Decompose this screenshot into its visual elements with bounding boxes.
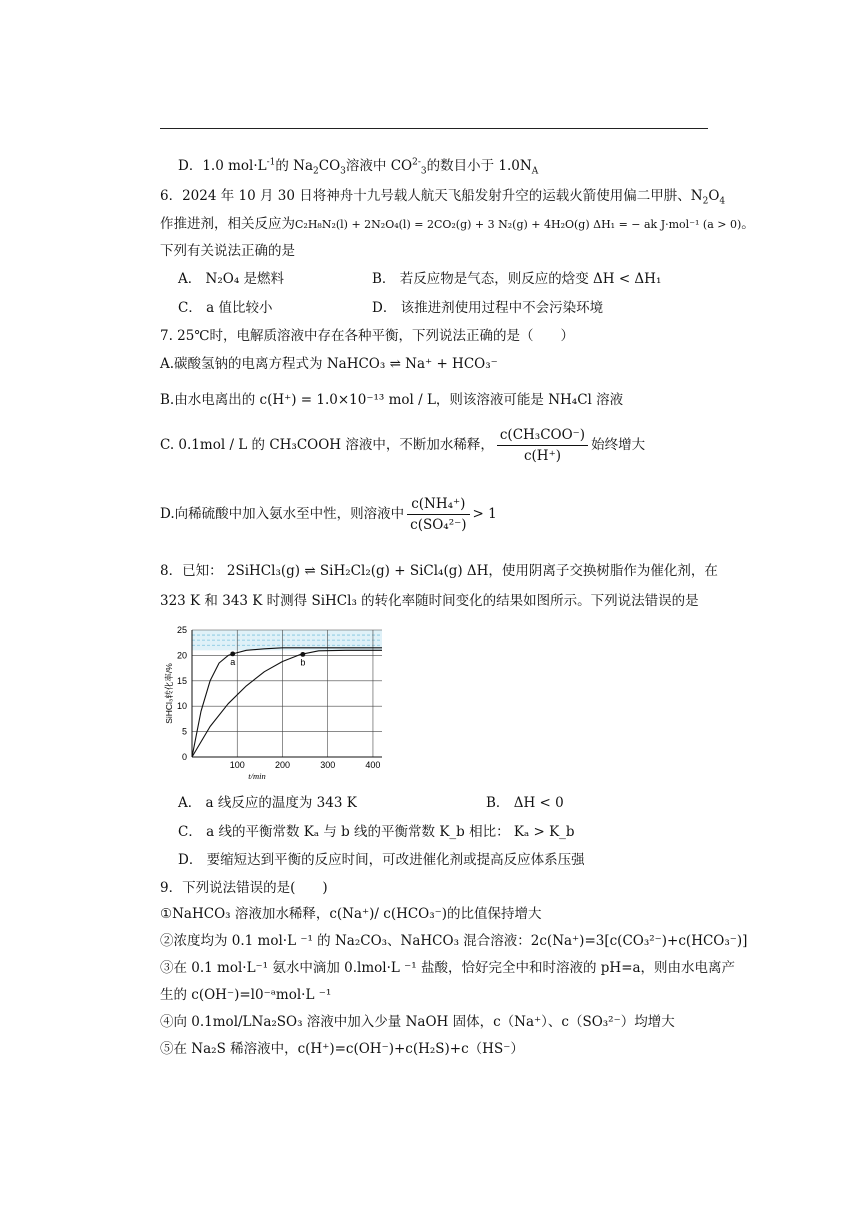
x-tick-label: 300	[320, 760, 336, 770]
point-a	[230, 651, 235, 656]
q6-option-c: C． a 值比较小	[178, 300, 273, 316]
q6-line2-prefix: 作推进剂，相关反应为	[160, 216, 295, 232]
q5d-prefix: D．1.0 mol·L	[178, 158, 267, 174]
q5d-sub3b: 3	[420, 166, 427, 177]
point-label-a: a	[230, 656, 236, 667]
series-line-a	[192, 648, 382, 757]
q6-option-b: B． 若反应物是气态，则反应的焓变 ΔH < ΔH₁	[372, 271, 662, 287]
q5d-mid2: 溶液中 CO	[345, 158, 413, 174]
q6-line1-tail: O	[708, 188, 720, 204]
q7-option-a: A.碳酸氢钠的电离方程式为 NaHCO₃ ⇌ Na⁺ + HCO₃⁻	[160, 356, 498, 372]
q9-item-4: ④向 0.1mol/LNa₂SO₃ 溶液中加入少量 NaOH 固体，c（Na⁺）、c（SO₃²⁻）均增大	[160, 1014, 675, 1030]
q6-reaction-equation: C₂H₈N₂(l) + 2N₂O₄(l) = 2CO₂(g) + 3 N₂(g) + 4H₂O(g) ΔH₁ = − ak J·mol⁻¹ (a > 0)	[295, 218, 742, 231]
q5-option-d	[178, 157, 538, 175]
q9-item-3a: ③在 0.1 mol·L⁻¹ 氨水中滴加 0.lmol·L ⁻¹ 盐酸，恰好完全中和时溶液的 pH=a，则由水电离产	[160, 960, 736, 976]
y-tick-label: 15	[176, 675, 187, 686]
point-b	[300, 652, 305, 657]
q8-option-c: C． a 线的平衡常数 Kₐ 与 b 线的平衡常数 K_b 相比： Kₐ > K_b	[178, 824, 575, 840]
q5d-co: CO	[318, 158, 341, 174]
q6-line1-sub: 2	[702, 196, 709, 207]
y-tick-label: 5	[181, 726, 187, 737]
q6-stem-line1	[160, 187, 725, 205]
q9-item-2: ②浓度均为 0.1 mol·L ⁻¹ 的 Na₂CO₃、NaHCO₃ 混合溶液：2c(Na⁺)=3[c(CO₃²⁻)+c(HCO₃⁻)]	[160, 933, 748, 949]
conversion-chart	[160, 620, 390, 780]
y-tick-label: 0	[181, 752, 187, 762]
q5d-sub3: 3	[340, 166, 346, 177]
q8-stem-line2: 323 K 和 343 K 时测得 SiHCl₃ 的转化率随时间变化的结果如图所示。下列说法错误的是	[160, 593, 699, 609]
q8-option-d: D． 要缩短达到平衡的反应时间，可改进催化剂或提高反应体系压强	[178, 852, 585, 868]
q7d-suffix: > 1	[472, 506, 497, 522]
y-tick-label: 20	[176, 650, 187, 661]
q7d-numerator: c(NH₄⁺)	[407, 494, 469, 515]
y-axis-label: SiHCl₃转化率/%	[164, 663, 174, 724]
q6-stem-line3: 下列有关说法正确的是	[160, 243, 295, 259]
y-tick-label: 25	[176, 625, 187, 635]
q7-option-b: B.由水电离出的 c(H⁺) = 1.0×10⁻¹³ mol / L，则该溶液可能是 NH₄Cl 溶液	[160, 392, 624, 408]
q7d-prefix: D.向稀硫酸中加入氨水至中性，则溶液中	[160, 506, 405, 522]
q9-item-3b: 生的 c(OH⁻)=l0⁻ᵃmol·L ⁻¹	[160, 987, 332, 1003]
q6-option-d: D． 该推进剂使用过程中不会污染环境	[372, 300, 604, 316]
x-tick-label: 100	[229, 760, 245, 770]
q7-option-c	[160, 425, 645, 466]
q7c-denominator: c(H⁺)	[523, 448, 561, 464]
q6-line1-sub2: 4	[719, 196, 726, 207]
q7c-numerator: c(CH₃COO⁻)	[497, 425, 588, 446]
q8-option-a: A． a 线反应的温度为 343 K	[178, 795, 357, 811]
q6-option-a: A． N₂O₄ 是燃料	[178, 271, 285, 287]
q7d-denominator: c(SO₄²⁻)	[410, 517, 467, 533]
q6-line1: 6．2024 年 10 月 30 日将神舟十九号载人航天飞船发射升空的运载火箭使用偏二甲肼、N	[160, 188, 703, 204]
q7c-fraction	[497, 425, 588, 466]
q7-stem: 7. 25℃时，电解质溶液中存在各种平衡，下列说法正确的是（ ）	[160, 328, 574, 344]
q9-item-5: ⑤在 Na₂S 稀溶液中，c(H⁺)=c(OH⁻)+c(H₂S)+c（HS⁻）	[160, 1041, 524, 1057]
q7d-fraction	[407, 494, 469, 535]
x-tick-label: 200	[274, 760, 290, 770]
q8-option-b: B． ΔH < 0	[486, 795, 564, 811]
point-label-b: b	[300, 657, 306, 668]
q5d-sup: -1	[266, 157, 276, 168]
q9-item-1: ①NaHCO₃ 溶液加水稀释，c(Na⁺)/ c(HCO₃⁻)的比值保持增大	[160, 906, 542, 922]
q5d-subA: A	[531, 166, 539, 177]
chart-svg	[160, 620, 390, 780]
q5d-mid: 的 Na	[275, 158, 314, 174]
q5d-suffix: 的数目小于 1.0N	[426, 158, 532, 174]
x-axis-label: t/min	[248, 771, 266, 781]
series-line-b	[192, 650, 382, 757]
x-tick-label: 400	[365, 760, 381, 770]
q7c-suffix: 始终增大	[591, 437, 646, 453]
q6-stem-line2	[160, 215, 755, 234]
q6-line2-suffix: 。	[741, 216, 755, 232]
q5d-sup2: 2-	[412, 157, 421, 168]
q9-stem: 9．下列说法错误的是( )	[160, 880, 328, 896]
q8-stem-line1: 8．已知： 2SiHCl₃(g) ⇌ SiH₂Cl₂(g) + SiCl₄(g) ΔH，使用阴离子交换树脂作为催化剂，在	[160, 563, 718, 579]
q5d-sub: 2	[313, 166, 319, 177]
y-tick-label: 10	[176, 701, 187, 712]
q7c-prefix: C. 0.1mol / L 的 CH₃COOH 溶液中，不断加水稀释，	[160, 437, 494, 453]
q7-option-d	[160, 494, 497, 535]
header-rule	[160, 128, 708, 129]
